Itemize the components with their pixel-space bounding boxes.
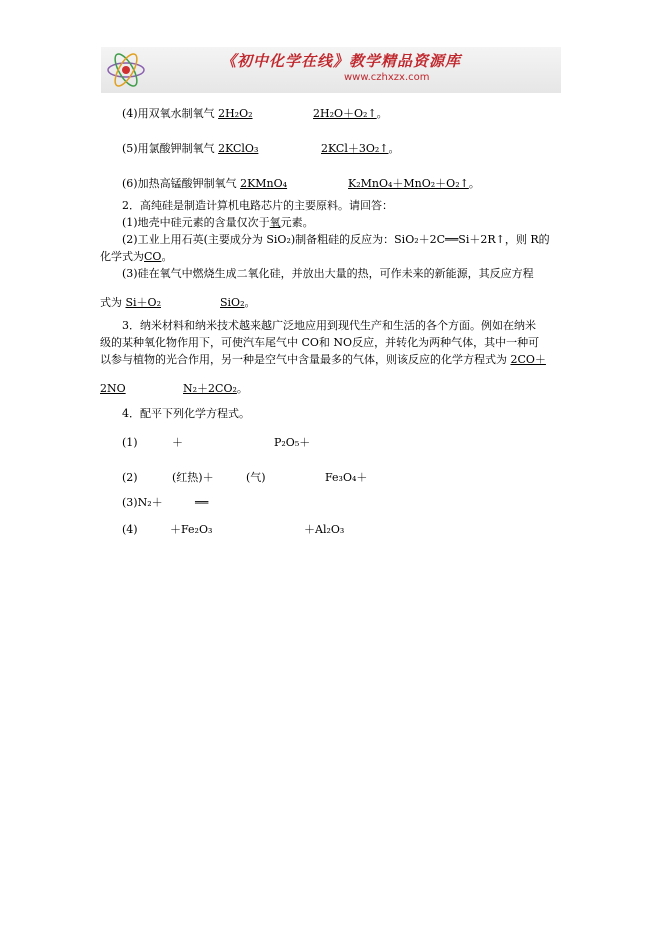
question-2-part-3-cont xyxy=(100,296,161,310)
answer: SiO₂ xyxy=(220,296,245,309)
question-2-part-2-cont xyxy=(100,250,172,264)
text: 。 xyxy=(161,250,173,263)
question-3-line-4 xyxy=(100,382,126,396)
answer: 2NO xyxy=(100,382,126,395)
answer: 2CO＋ xyxy=(510,353,546,366)
balance-2-product: Fe₃O₄＋ xyxy=(325,471,368,484)
question-2-title: 2．高纯硅是制造计算机电路芯片的主要原料。请回答： xyxy=(122,199,393,212)
header-url[interactable]: www.czhxzx.com xyxy=(344,72,430,83)
punctuation: 。 xyxy=(468,177,480,190)
equation-line-5 xyxy=(122,142,258,156)
question-3-line-1: 3．纳米材料和纳米技术越来越广泛地应用到现代生产和生活的各个方面。例如在纳米 xyxy=(122,319,536,332)
balance-4-product: ＋Al₂O₃ xyxy=(304,523,345,536)
equation-product-4 xyxy=(313,107,388,121)
question-3-line-2: 级的某种氧化物作用下，可使汽车尾气中 CO和 NO反应，并转化为两种气体，其中一种可 xyxy=(100,336,540,349)
question-3-product xyxy=(183,382,248,396)
punctuation: 。 xyxy=(388,142,400,155)
text: 元素。 xyxy=(280,216,314,229)
equation-product-5 xyxy=(321,142,400,156)
balance-3-reactant: (3)N₂＋ xyxy=(122,496,163,509)
question-2-part-3-product xyxy=(220,296,255,310)
text: 化学式为 xyxy=(100,250,144,263)
text: 。 xyxy=(236,382,248,395)
equation-product: K₂MnO₄＋MnO₂＋O₂↑ xyxy=(348,177,469,190)
equation-prefix: (5)用氯酸钾制氧气 xyxy=(122,142,219,155)
equation-line-6 xyxy=(122,177,287,191)
equation-line-4 xyxy=(122,107,253,121)
equation-product: 2KCl＋3O₂↑ xyxy=(321,142,389,155)
question-2-part-3: (3)硅在氧气中燃烧生成二氧化硅，并放出大量的热，可作未来的新能源，其反应方程 xyxy=(122,267,534,280)
question-4-title: 4．配平下列化学方程式。 xyxy=(122,407,250,420)
header-title: 《初中化学在线》教学精品资源库 xyxy=(221,52,462,70)
answer: Si＋O₂ xyxy=(125,296,161,309)
text: 。 xyxy=(244,296,256,309)
balance-2-reactant: (红热)＋ xyxy=(172,471,214,484)
text: (1)地壳中硅元素的含量仅次于 xyxy=(122,216,270,229)
balance-1-label: (1) xyxy=(122,436,138,449)
atom-logo-icon xyxy=(105,50,147,90)
equation-reactant: 2KMnO₄ xyxy=(240,177,288,190)
text: 以参与植物的光合作用，另一种是空气中含量最多的气体，则该反应的化学方程式为 xyxy=(100,353,507,366)
question-2-part-1 xyxy=(122,216,314,230)
balance-4-label: (4) xyxy=(122,523,138,536)
answer: N₂＋2CO₂ xyxy=(183,382,237,395)
header-banner xyxy=(101,47,561,93)
equation-prefix: (4)用双氧水制氧气 xyxy=(122,107,219,120)
answer: CO xyxy=(144,250,162,263)
question-2-part-2: (2)工业上用石英(主要成分为 SiO₂)制备粗硅的反应为：SiO₂＋2C══Si＋2R↑，则 R的 xyxy=(122,233,550,246)
equation-reactant: 2H₂O₂ xyxy=(218,107,253,120)
text: 式为 xyxy=(100,296,122,309)
equation-product: 2H₂O＋O₂↑ xyxy=(313,107,377,120)
equation-reactant: 2KClO₃ xyxy=(218,142,259,155)
balance-2-label: (2) xyxy=(122,471,138,484)
balance-3-equals: ══ xyxy=(195,496,209,509)
balance-2-gas: (气) xyxy=(246,471,266,484)
balance-1-plus: ＋ xyxy=(172,436,183,449)
balance-1-product: P₂O₅＋ xyxy=(274,436,311,449)
equation-prefix: (6)加热高锰酸钾制氧气 xyxy=(122,177,241,190)
punctuation: 。 xyxy=(376,107,388,120)
equation-product-6 xyxy=(348,177,480,191)
balance-4-reactant: ＋Fe₂O₃ xyxy=(170,523,213,536)
question-3-line-3 xyxy=(100,353,546,367)
answer: 氧 xyxy=(269,216,281,229)
